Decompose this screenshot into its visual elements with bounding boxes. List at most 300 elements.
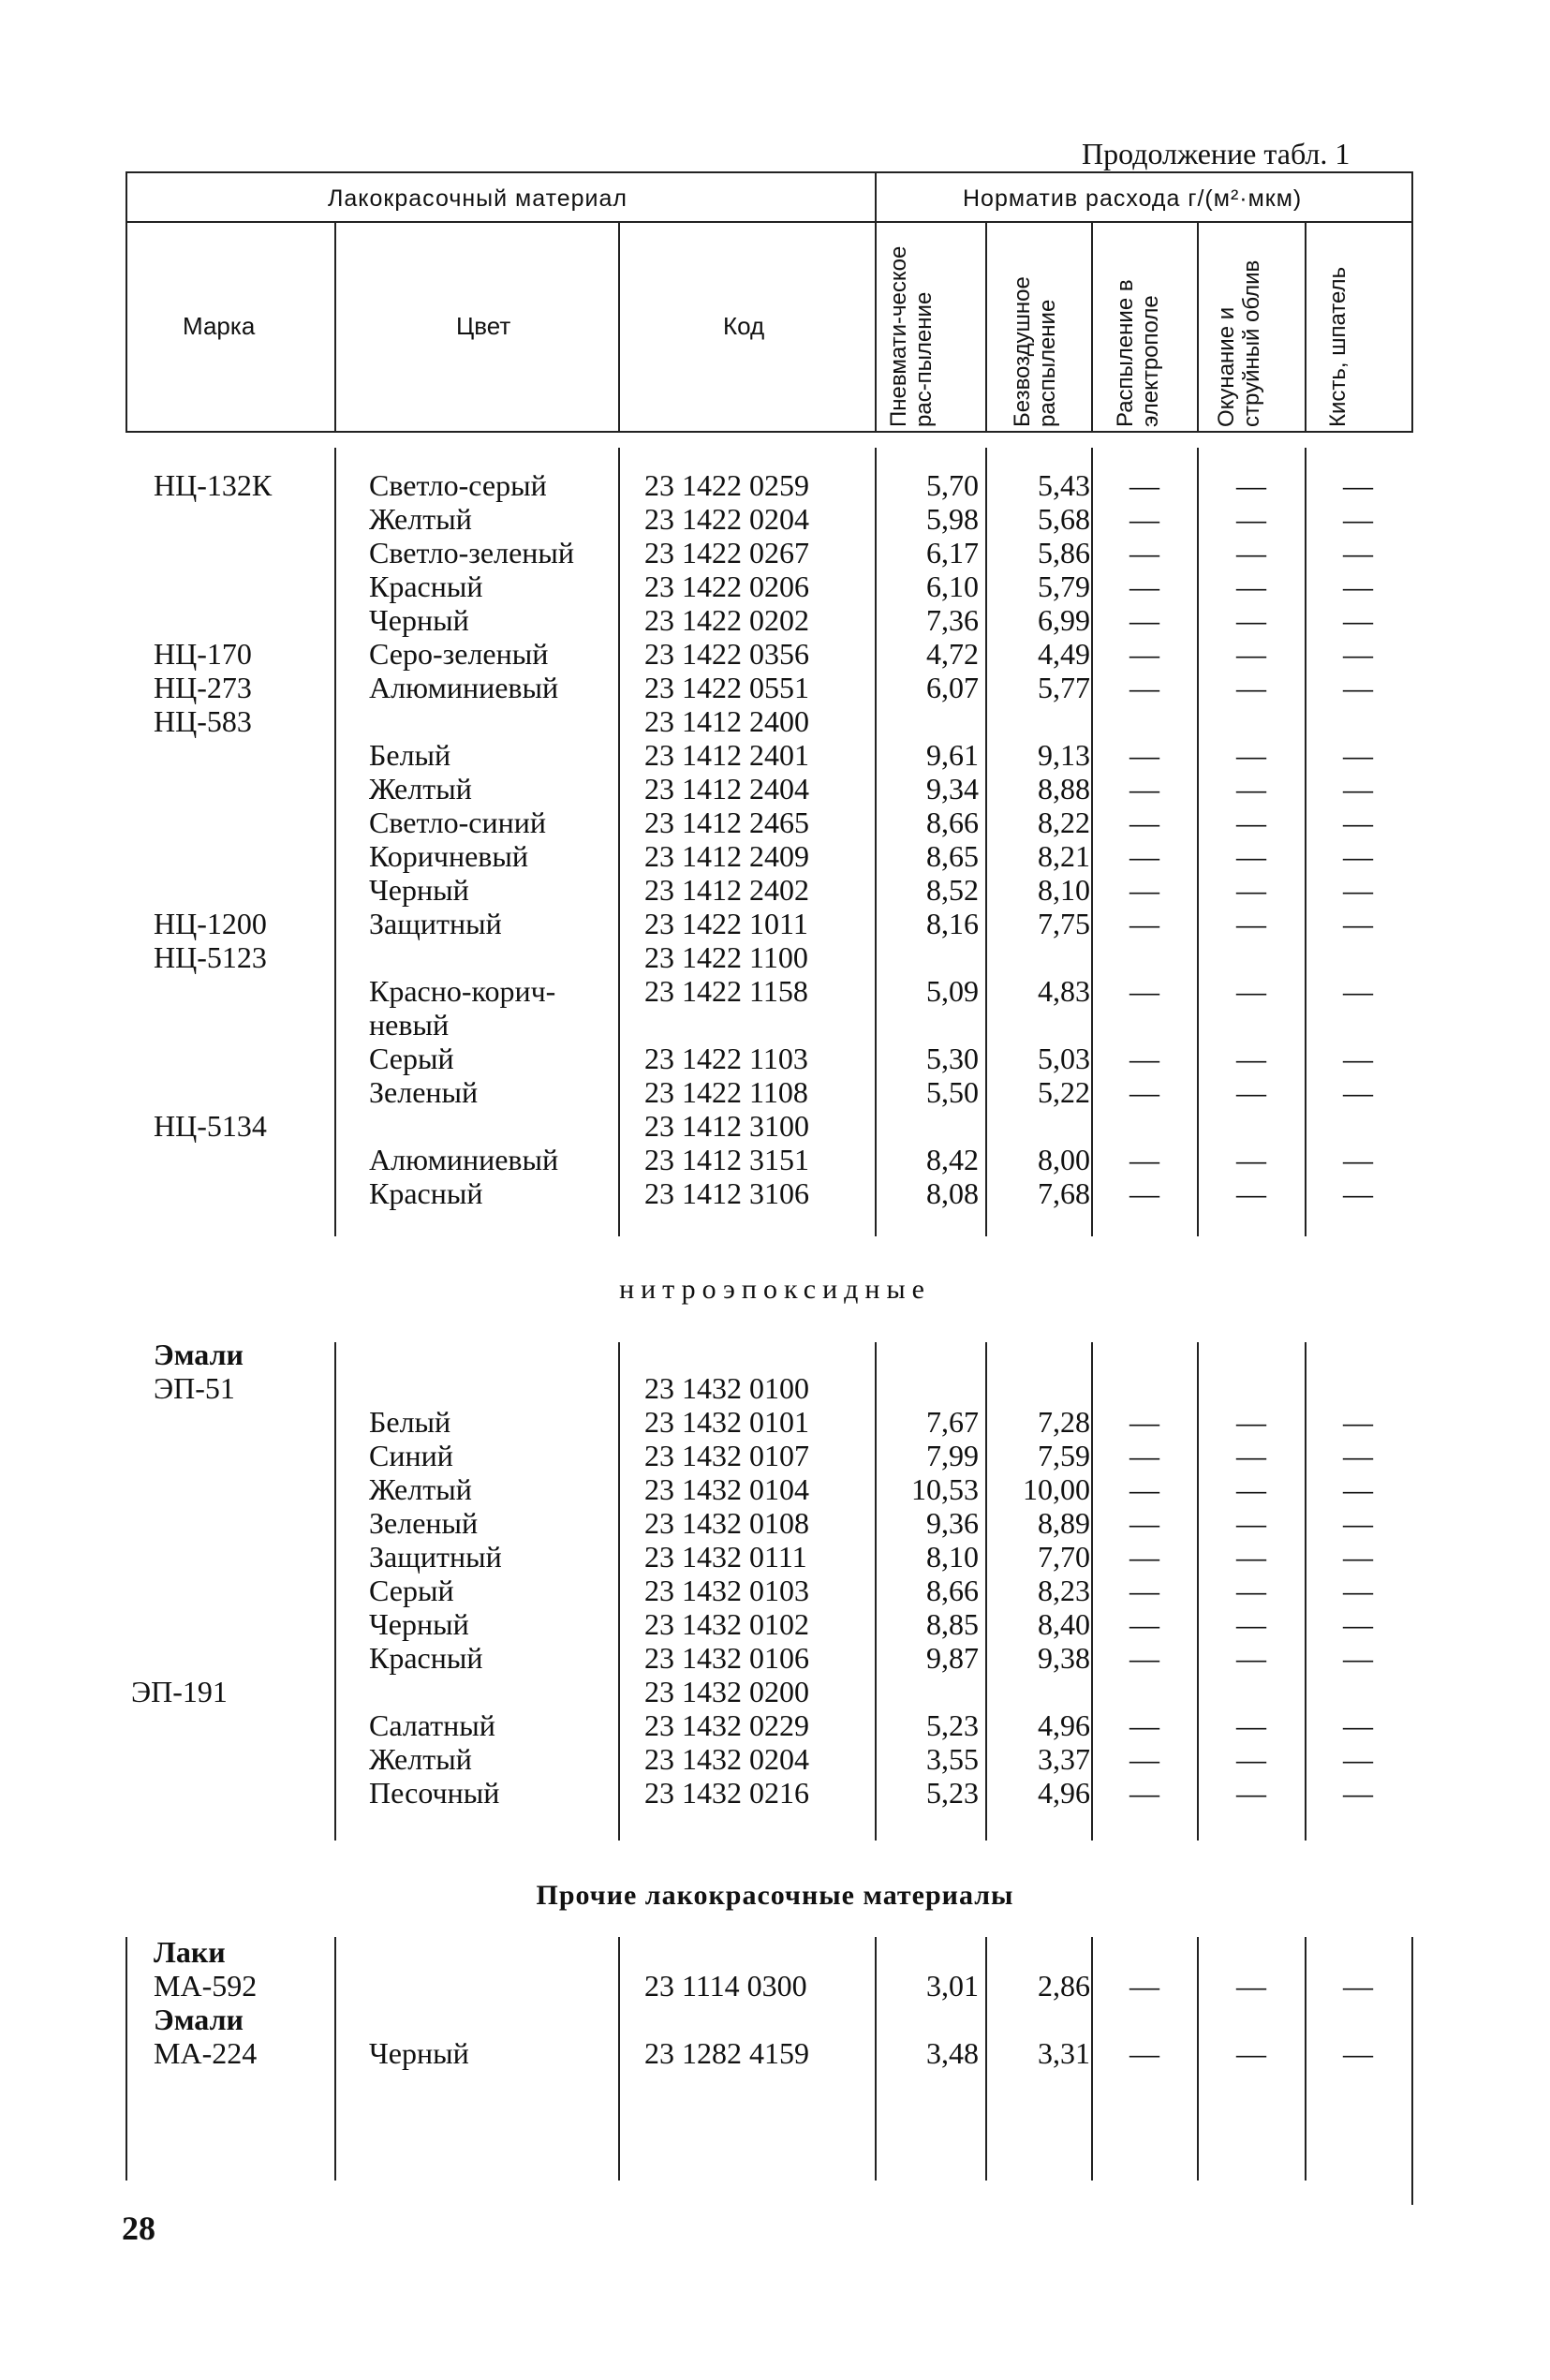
code-cell: 23 1412 3151 <box>644 1143 809 1176</box>
electro-cell: — <box>1129 1641 1159 1675</box>
column-header-pneumatic: Пневмати-ческое рас-пыление <box>886 245 937 427</box>
electro-cell: — <box>1129 536 1159 569</box>
airless-cell: 5,77 <box>1038 671 1090 704</box>
header-divider <box>334 221 336 431</box>
electro-cell: — <box>1129 907 1159 940</box>
electro-cell: — <box>1129 806 1159 839</box>
airless-cell: 8,40 <box>1038 1607 1090 1641</box>
header-divider <box>1197 221 1199 431</box>
airless-cell: 5,43 <box>1038 468 1090 502</box>
table-top-rule <box>125 171 1413 173</box>
code-cell: 23 1412 2401 <box>644 738 809 772</box>
electro-cell: — <box>1129 1405 1159 1439</box>
code-cell: 23 1422 0551 <box>644 671 809 704</box>
brand-cell: Эмали <box>154 2003 244 2036</box>
brush-cell: — <box>1343 1540 1373 1574</box>
color-cell: Алюминиевый <box>369 1143 559 1176</box>
dipping-cell: — <box>1236 738 1266 772</box>
dipping-cell: — <box>1236 806 1266 839</box>
brand-cell: МА-224 <box>154 2036 258 2070</box>
table-row <box>0 1675 1550 1708</box>
dipping-cell: — <box>1236 1574 1266 1607</box>
airless-cell: 8,22 <box>1038 806 1090 839</box>
column-header-airless: Безвоздушное распыление <box>1010 276 1060 427</box>
table-row <box>0 940 1550 974</box>
color-cell: Желтый <box>369 1472 472 1506</box>
dipping-cell: — <box>1236 1405 1266 1439</box>
brand-cell: НЦ-583 <box>154 704 252 738</box>
pneumatic-cell: 6,07 <box>926 671 979 704</box>
color-cell: Черный <box>369 603 469 637</box>
brush-cell: — <box>1343 1405 1373 1439</box>
code-cell: 23 1432 0104 <box>644 1472 809 1506</box>
code-cell: 23 1114 0300 <box>644 1969 807 2003</box>
electro-cell: — <box>1129 772 1159 806</box>
dipping-cell: — <box>1236 1776 1266 1810</box>
airless-cell: 5,86 <box>1038 536 1090 569</box>
brand-cell: НЦ-1200 <box>154 907 267 940</box>
color-cell: Зеленый <box>369 1075 479 1109</box>
pneumatic-cell: 8,42 <box>926 1143 979 1176</box>
code-cell: 23 1422 0356 <box>644 637 809 671</box>
brush-cell: — <box>1343 839 1373 873</box>
dipping-cell: — <box>1236 637 1266 671</box>
brand-cell: НЦ-273 <box>154 671 252 704</box>
code-cell: 23 1412 3100 <box>644 1109 809 1143</box>
brush-cell: — <box>1343 1574 1373 1607</box>
dipping-cell: — <box>1236 1969 1266 2003</box>
color-cell: Красный <box>369 569 483 603</box>
code-cell: 23 1432 0229 <box>644 1708 809 1742</box>
table-row <box>0 1405 1550 1439</box>
dipping-cell: — <box>1236 1439 1266 1472</box>
table-row <box>0 1472 1550 1506</box>
table-row <box>0 974 1550 1008</box>
brush-cell: — <box>1343 1176 1373 1210</box>
section-label-other: Прочие лакокрасочные материалы <box>536 1880 1014 1911</box>
header-divider <box>875 171 877 431</box>
pneumatic-cell: 7,36 <box>926 603 979 637</box>
airless-cell: 2,86 <box>1038 1969 1090 2003</box>
header-divider <box>618 221 620 431</box>
header-divider <box>1091 221 1093 431</box>
brand-cell: НЦ-132К <box>154 468 273 502</box>
airless-cell: 4,96 <box>1038 1776 1090 1810</box>
pneumatic-cell: 8,10 <box>926 1540 979 1574</box>
dipping-cell: — <box>1236 1540 1266 1574</box>
table-row <box>0 1143 1550 1176</box>
pneumatic-cell: 5,98 <box>926 502 979 536</box>
code-cell: 23 1432 0200 <box>644 1675 809 1708</box>
pneumatic-cell: 6,17 <box>926 536 979 569</box>
airless-cell: 8,23 <box>1038 1574 1090 1607</box>
airless-cell: 5,03 <box>1038 1042 1090 1075</box>
table-row <box>0 738 1550 772</box>
code-cell: 23 1412 2402 <box>644 873 809 907</box>
code-cell: 23 1422 1158 <box>644 974 808 1008</box>
table-row <box>0 671 1550 704</box>
table-row <box>0 1935 1550 1969</box>
color-cell: Защитный <box>369 1540 502 1574</box>
code-cell: 23 1432 0107 <box>644 1439 809 1472</box>
color-cell: Черный <box>369 1607 469 1641</box>
dipping-cell: — <box>1236 1176 1266 1210</box>
column-header-color: Цвет <box>456 312 511 340</box>
airless-cell: 7,59 <box>1038 1439 1090 1472</box>
color-cell: Желтый <box>369 1742 472 1776</box>
brush-cell: — <box>1343 1969 1373 2003</box>
brush-cell: — <box>1343 806 1373 839</box>
dipping-cell: — <box>1236 603 1266 637</box>
brush-cell: — <box>1343 569 1373 603</box>
brush-cell: — <box>1343 1776 1373 1810</box>
code-cell: 23 1412 3106 <box>644 1176 809 1210</box>
dipping-cell: — <box>1236 536 1266 569</box>
table-row <box>0 1439 1550 1472</box>
electro-cell: — <box>1129 1776 1159 1810</box>
table-row <box>0 806 1550 839</box>
airless-cell: 8,10 <box>1038 873 1090 907</box>
color-cell: Серо-зеленый <box>369 637 549 671</box>
code-cell: 23 1422 0204 <box>644 502 809 536</box>
brush-cell: — <box>1343 1439 1373 1472</box>
brush-cell: — <box>1343 1641 1373 1675</box>
code-cell: 23 1432 0102 <box>644 1607 809 1641</box>
airless-cell: 9,38 <box>1038 1641 1090 1675</box>
pneumatic-cell: 3,48 <box>926 2036 979 2070</box>
electro-cell: — <box>1129 671 1159 704</box>
pneumatic-cell: 5,70 <box>926 468 979 502</box>
dipping-cell: — <box>1236 1607 1266 1641</box>
electro-cell: — <box>1129 1574 1159 1607</box>
code-cell: 23 1432 0103 <box>644 1574 809 1607</box>
table-row <box>0 1574 1550 1607</box>
column-header-dipping: Окунание и струйный облив <box>1214 259 1264 427</box>
pneumatic-cell: 8,66 <box>926 1574 979 1607</box>
electro-cell: — <box>1129 1506 1159 1540</box>
continuation-label: Продолжение табл. 1 <box>1082 137 1351 170</box>
electro-cell: — <box>1129 1540 1159 1574</box>
airless-cell: 4,83 <box>1038 974 1090 1008</box>
airless-cell: 3,31 <box>1038 2036 1090 2070</box>
airless-cell: 4,49 <box>1038 637 1090 671</box>
column-header-brush: Кисть, шпатель <box>1325 266 1351 427</box>
airless-cell: 7,28 <box>1038 1405 1090 1439</box>
code-cell: 23 1432 0101 <box>644 1405 809 1439</box>
table-row <box>0 1506 1550 1540</box>
pneumatic-cell: 5,09 <box>926 974 979 1008</box>
column-header-brand: Марка <box>183 312 256 340</box>
airless-cell: 10,00 <box>1023 1472 1090 1506</box>
pneumatic-cell: 9,36 <box>926 1506 979 1540</box>
code-cell: 23 1422 0206 <box>644 569 809 603</box>
airless-cell: 9,13 <box>1038 738 1090 772</box>
airless-cell: 7,68 <box>1038 1176 1090 1210</box>
table-row <box>0 502 1550 536</box>
header-divider <box>985 221 987 431</box>
code-cell: 23 1412 2404 <box>644 772 809 806</box>
dipping-cell: — <box>1236 1042 1266 1075</box>
electro-cell: — <box>1129 1708 1159 1742</box>
table-row <box>0 1176 1550 1210</box>
brush-cell: — <box>1343 907 1373 940</box>
code-cell: 23 1422 0202 <box>644 603 809 637</box>
brush-cell: — <box>1343 1075 1373 1109</box>
table-row <box>0 536 1550 569</box>
color-cell: Зеленый <box>369 1506 479 1540</box>
brush-cell: — <box>1343 738 1373 772</box>
pneumatic-cell: 5,23 <box>926 1776 979 1810</box>
color-cell: Белый <box>369 738 451 772</box>
pneumatic-cell: 8,08 <box>926 1176 979 1210</box>
code-cell: 23 1412 2409 <box>644 839 809 873</box>
brush-cell: — <box>1343 1143 1373 1176</box>
code-cell: 23 1422 1011 <box>644 907 808 940</box>
airless-cell: 6,99 <box>1038 603 1090 637</box>
header-divider <box>1305 221 1306 431</box>
electro-cell: — <box>1129 1969 1159 2003</box>
dipping-cell: — <box>1236 873 1266 907</box>
table-row <box>0 2036 1550 2070</box>
airless-cell: 3,37 <box>1038 1742 1090 1776</box>
table-row <box>0 1008 1550 1042</box>
color-cell: Белый <box>369 1405 451 1439</box>
dipping-cell: — <box>1236 907 1266 940</box>
color-cell: Черный <box>369 873 469 907</box>
pneumatic-cell: 4,72 <box>926 637 979 671</box>
pneumatic-cell: 7,67 <box>926 1405 979 1439</box>
code-cell: 23 1422 0267 <box>644 536 809 569</box>
table-row <box>0 1607 1550 1641</box>
table-row <box>0 839 1550 873</box>
electro-cell: — <box>1129 839 1159 873</box>
brush-cell: — <box>1343 536 1373 569</box>
header-bottom-rule <box>125 431 1413 433</box>
group-header-material: Лакокрасочный материал <box>328 185 627 212</box>
dipping-cell: — <box>1236 569 1266 603</box>
airless-cell: 5,22 <box>1038 1075 1090 1109</box>
dipping-cell: — <box>1236 1708 1266 1742</box>
group-header-norm: Норматив расхода г/(м²·мкм) <box>963 185 1303 212</box>
brush-cell: — <box>1343 873 1373 907</box>
header-divider <box>125 171 127 431</box>
electro-cell: — <box>1129 1176 1159 1210</box>
table-row <box>0 1338 1550 1371</box>
table-row <box>0 704 1550 738</box>
electro-cell: — <box>1129 1143 1159 1176</box>
table-row <box>0 1708 1550 1742</box>
pneumatic-cell: 9,87 <box>926 1641 979 1675</box>
header-divider <box>1411 171 1413 431</box>
airless-cell: 8,00 <box>1038 1143 1090 1176</box>
airless-cell: 8,88 <box>1038 772 1090 806</box>
brush-cell: — <box>1343 1708 1373 1742</box>
pneumatic-cell: 5,23 <box>926 1708 979 1742</box>
dipping-cell: — <box>1236 468 1266 502</box>
brush-cell: — <box>1343 772 1373 806</box>
color-cell: Коричневый <box>369 839 529 873</box>
brush-cell: — <box>1343 468 1373 502</box>
airless-cell: 7,70 <box>1038 1540 1090 1574</box>
code-cell: 23 1432 0106 <box>644 1641 809 1675</box>
table-row <box>0 1042 1550 1075</box>
brand-cell: НЦ-5134 <box>154 1109 267 1143</box>
airless-cell: 4,96 <box>1038 1708 1090 1742</box>
color-cell: Желтый <box>369 772 472 806</box>
brand-cell: ЭП-51 <box>154 1371 235 1405</box>
electro-cell: — <box>1129 1472 1159 1506</box>
dipping-cell: — <box>1236 1143 1266 1176</box>
pneumatic-cell: 8,85 <box>926 1607 979 1641</box>
table-row <box>0 1742 1550 1776</box>
page-number: 28 <box>122 2210 155 2247</box>
table-row <box>0 1540 1550 1574</box>
electro-cell: — <box>1129 2036 1159 2070</box>
airless-cell: 8,89 <box>1038 1506 1090 1540</box>
code-cell: 23 1422 1103 <box>644 1042 808 1075</box>
dipping-cell: — <box>1236 502 1266 536</box>
pneumatic-cell: 8,52 <box>926 873 979 907</box>
color-cell: Черный <box>369 2036 469 2070</box>
color-cell: Красный <box>369 1641 483 1675</box>
color-cell: Серый <box>369 1042 454 1075</box>
color-cell: Светло-синий <box>369 806 546 839</box>
section-label-nitroepoxy: нитроэпоксидные <box>619 1274 931 1305</box>
pneumatic-cell: 5,30 <box>926 1042 979 1075</box>
table-row <box>0 468 1550 502</box>
brush-cell: — <box>1343 1607 1373 1641</box>
column-header-code: Код <box>723 312 765 340</box>
pneumatic-cell: 9,61 <box>926 738 979 772</box>
table-row <box>0 569 1550 603</box>
pneumatic-cell: 8,16 <box>926 907 979 940</box>
dipping-cell: — <box>1236 2036 1266 2070</box>
pneumatic-cell: 10,53 <box>911 1472 979 1506</box>
dipping-cell: — <box>1236 1075 1266 1109</box>
code-cell: 23 1282 4159 <box>644 2036 809 2070</box>
dipping-cell: — <box>1236 1742 1266 1776</box>
dipping-cell: — <box>1236 974 1266 1008</box>
color-cell: Светло-зеленый <box>369 536 575 569</box>
code-cell: 23 1422 0259 <box>644 468 809 502</box>
dipping-cell: — <box>1236 839 1266 873</box>
pneumatic-cell: 3,01 <box>926 1969 979 2003</box>
color-cell: Желтый <box>369 502 472 536</box>
brush-cell: — <box>1343 1742 1373 1776</box>
electro-cell: — <box>1129 1439 1159 1472</box>
code-cell: 23 1432 0216 <box>644 1776 809 1810</box>
electro-cell: — <box>1129 1042 1159 1075</box>
table-row <box>0 1969 1550 2003</box>
table-row <box>0 2003 1550 2036</box>
brand-cell: Лаки <box>154 1935 226 1969</box>
color-cell: невый <box>369 1008 450 1042</box>
electro-cell: — <box>1129 1607 1159 1641</box>
airless-cell: 8,21 <box>1038 839 1090 873</box>
electro-cell: — <box>1129 1742 1159 1776</box>
airless-cell: 7,75 <box>1038 907 1090 940</box>
header-group-rule <box>125 221 1413 223</box>
pneumatic-cell: 6,10 <box>926 569 979 603</box>
electro-cell: — <box>1129 974 1159 1008</box>
table-row <box>0 772 1550 806</box>
brush-cell: — <box>1343 637 1373 671</box>
dipping-cell: — <box>1236 1472 1266 1506</box>
brush-cell: — <box>1343 502 1373 536</box>
brand-cell: ЭП-191 <box>131 1675 228 1708</box>
electro-cell: — <box>1129 502 1159 536</box>
color-cell: Защитный <box>369 907 502 940</box>
table-row <box>0 1371 1550 1405</box>
color-cell: Красно-корич- <box>369 974 556 1008</box>
pneumatic-cell: 7,99 <box>926 1439 979 1472</box>
table-row <box>0 907 1550 940</box>
color-cell: Салатный <box>369 1708 495 1742</box>
code-cell: 23 1432 0204 <box>644 1742 809 1776</box>
airless-cell: 5,79 <box>1038 569 1090 603</box>
brush-cell: — <box>1343 671 1373 704</box>
code-cell: 23 1422 1108 <box>644 1075 808 1109</box>
brush-cell: — <box>1343 1506 1373 1540</box>
table-row <box>0 1109 1550 1143</box>
brush-cell: — <box>1343 2036 1373 2070</box>
table-row <box>0 873 1550 907</box>
code-cell: 23 1422 1100 <box>644 940 808 974</box>
electro-cell: — <box>1129 873 1159 907</box>
table-row <box>0 603 1550 637</box>
code-cell: 23 1432 0111 <box>644 1540 807 1574</box>
table-row <box>0 1075 1550 1109</box>
dipping-cell: — <box>1236 1506 1266 1540</box>
electro-cell: — <box>1129 738 1159 772</box>
table-row <box>0 637 1550 671</box>
brand-cell: МА-592 <box>154 1969 258 2003</box>
code-cell: 23 1432 0100 <box>644 1371 809 1405</box>
table-row <box>0 1776 1550 1810</box>
electro-cell: — <box>1129 569 1159 603</box>
color-cell: Серый <box>369 1574 454 1607</box>
brush-cell: — <box>1343 974 1373 1008</box>
color-cell: Песочный <box>369 1776 500 1810</box>
brand-cell: НЦ-170 <box>154 637 252 671</box>
brush-cell: — <box>1343 1042 1373 1075</box>
table-row <box>0 1641 1550 1675</box>
pneumatic-cell: 8,65 <box>926 839 979 873</box>
code-cell: 23 1412 2465 <box>644 806 809 839</box>
dipping-cell: — <box>1236 671 1266 704</box>
dipping-cell: — <box>1236 772 1266 806</box>
color-cell: Алюминиевый <box>369 671 559 704</box>
electro-cell: — <box>1129 603 1159 637</box>
brush-cell: — <box>1343 1472 1373 1506</box>
color-cell: Светло-серый <box>369 468 547 502</box>
column-header-electro: Распыление в электрополе <box>1113 279 1163 427</box>
color-cell: Синий <box>369 1439 453 1472</box>
code-cell: 23 1432 0108 <box>644 1506 809 1540</box>
brand-cell: Эмали <box>154 1338 244 1371</box>
pneumatic-cell: 5,50 <box>926 1075 979 1109</box>
brush-cell: — <box>1343 603 1373 637</box>
dipping-cell: — <box>1236 1641 1266 1675</box>
pneumatic-cell: 9,34 <box>926 772 979 806</box>
code-cell: 23 1412 2400 <box>644 704 809 738</box>
brand-cell: НЦ-5123 <box>154 940 267 974</box>
electro-cell: — <box>1129 468 1159 502</box>
airless-cell: 5,68 <box>1038 502 1090 536</box>
color-cell: Красный <box>369 1176 483 1210</box>
electro-cell: — <box>1129 637 1159 671</box>
electro-cell: — <box>1129 1075 1159 1109</box>
